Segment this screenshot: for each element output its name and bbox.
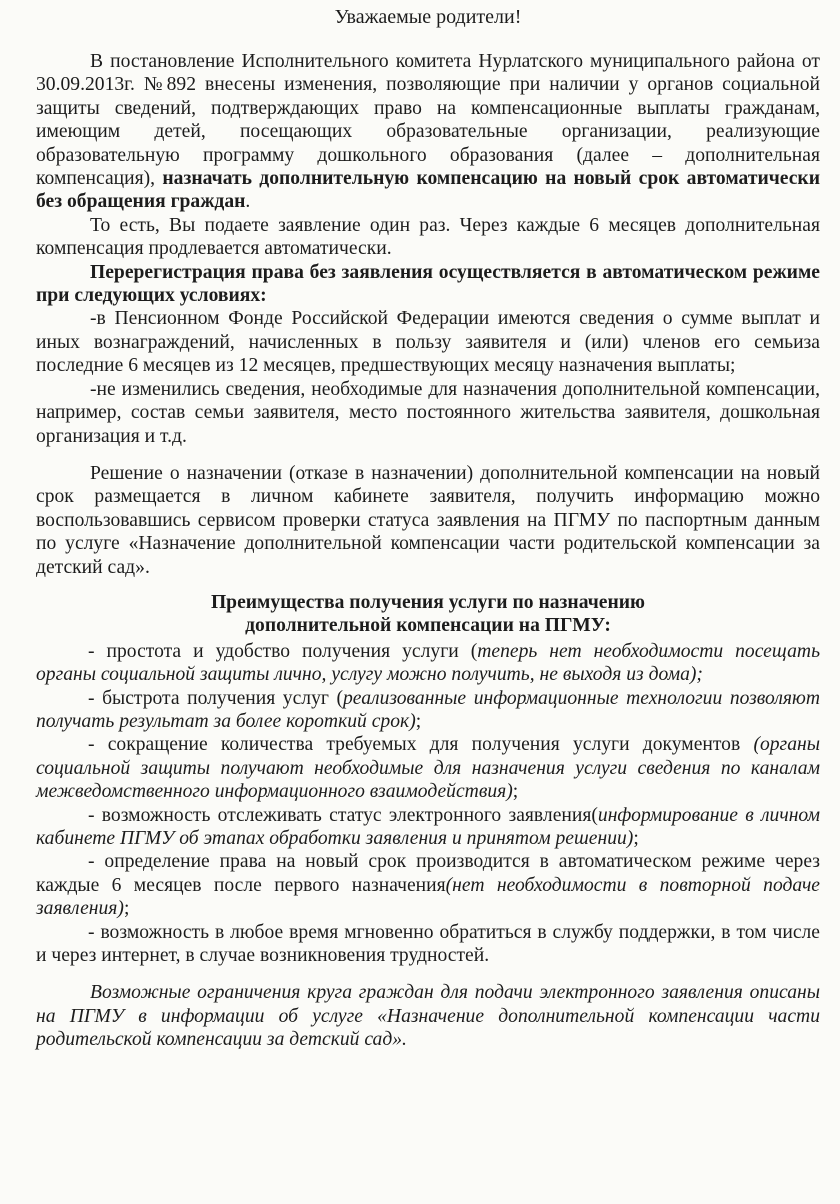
- intro-bold-text: назначать дополнительную компенсацию на новый срок автоматически без обращения граждан: [36, 168, 821, 213]
- once-paragraph: То есть, Вы подаете заявление один раз. Через каждые 6 месяцев дополнительная компенсация продлевается автоматически.: [36, 214, 820, 260]
- advantages-heading: [36, 591, 820, 638]
- condition-item-2: -не изменились сведения, необходимые для назначения дополнительной компенсации, например, состав семьи заявителя, место постоянного жительства заявителя, дошкольная организация и т.д.: [36, 378, 820, 447]
- intro-paragraph: [36, 50, 820, 214]
- advantage-item-4: - возможность отслеживать статус электронного заявления(информирование в личном кабинете ПГМУ об этапах обработки заявления и принятом решении);: [36, 804, 820, 849]
- advantages-list: [36, 640, 820, 968]
- advantages-heading-line1: Преимущества получения услуги по назначению: [210, 591, 646, 613]
- advantage-item-3: - сокращение количества требуемых для получения услуги документов (органы социальной защиты получают необходимые для назначения услуги сведения по каналам межведомственного информационного взаимодействия);: [36, 734, 820, 803]
- advantages-heading-line2: дополнительной компенсации на ПГМУ:: [245, 615, 611, 637]
- conditions-heading: Перерегистрация права без заявления осуществляется в автоматическом режиме при следующих условиях:: [36, 261, 820, 307]
- decision-paragraph: Решение о назначении (отказе в назначении) дополнительной компенсации на новый срок размещается в личном кабинете заявителя, получить информацию можно воспользовавшись сервисом проверки статуса заявления на ПГМУ по паспортным данным по услуге «Назначение дополнительной компенсации части родительской компенсации за детский сад».: [36, 462, 820, 578]
- document-page: [0, 4, 840, 1204]
- intro-end: .: [245, 191, 251, 213]
- page-title: Уважаемые родители!: [334, 6, 522, 28]
- intro-text: В постановление Исполнительного комитета Нурлатского муниципального района от 30.09.2013г. №892 внесены изменения, позволяющие при наличии у органов социальной защиты сведений, подтверждающих право на компенсационные выплаты гражданам, имеющим детей, посещающих образовательные организации, реализующие образовательную программу дошкольного образования (далее – дополнительная компенсация),: [36, 51, 820, 190]
- advantage-item-2: - быстрота получения услуг (реализованные информационные технологии позволяют получать результат за более короткий срок);: [36, 687, 820, 732]
- advantage-item-1: - простота и удобство получения услуги (теперь нет необходимости посещать органы социальной защиты лично, услугу можно получить, не выходя из дома);: [36, 640, 820, 686]
- advantage-item-5: - определение права на новый срок производится в автоматическом режиме через каждые 6 месяцев после первого назначения(нет необходимости в повторной подаче заявления);: [36, 851, 820, 920]
- advantage-item-6: - возможность в любое время мгновенно обратиться в службу поддержки, в том числе и через интернет, в случае возникновения трудностей.: [36, 921, 820, 967]
- condition-item-1: -в Пенсионном Фонде Российской Федерации имеются сведения о сумме выплат и иных вознаграждений, начисленных в пользу заявителя и (или) членов его семьиза последние 6 месяцев из 12 месяцев, предшествующих месяцу назначения выплаты;: [36, 308, 820, 377]
- closing-paragraph: Возможные ограничения круга граждан для подачи электронного заявления описаны на ПГМУ в информации об услуге «Назначение дополнительной компенсации части родительской компенсации за детский сад».: [36, 982, 820, 1051]
